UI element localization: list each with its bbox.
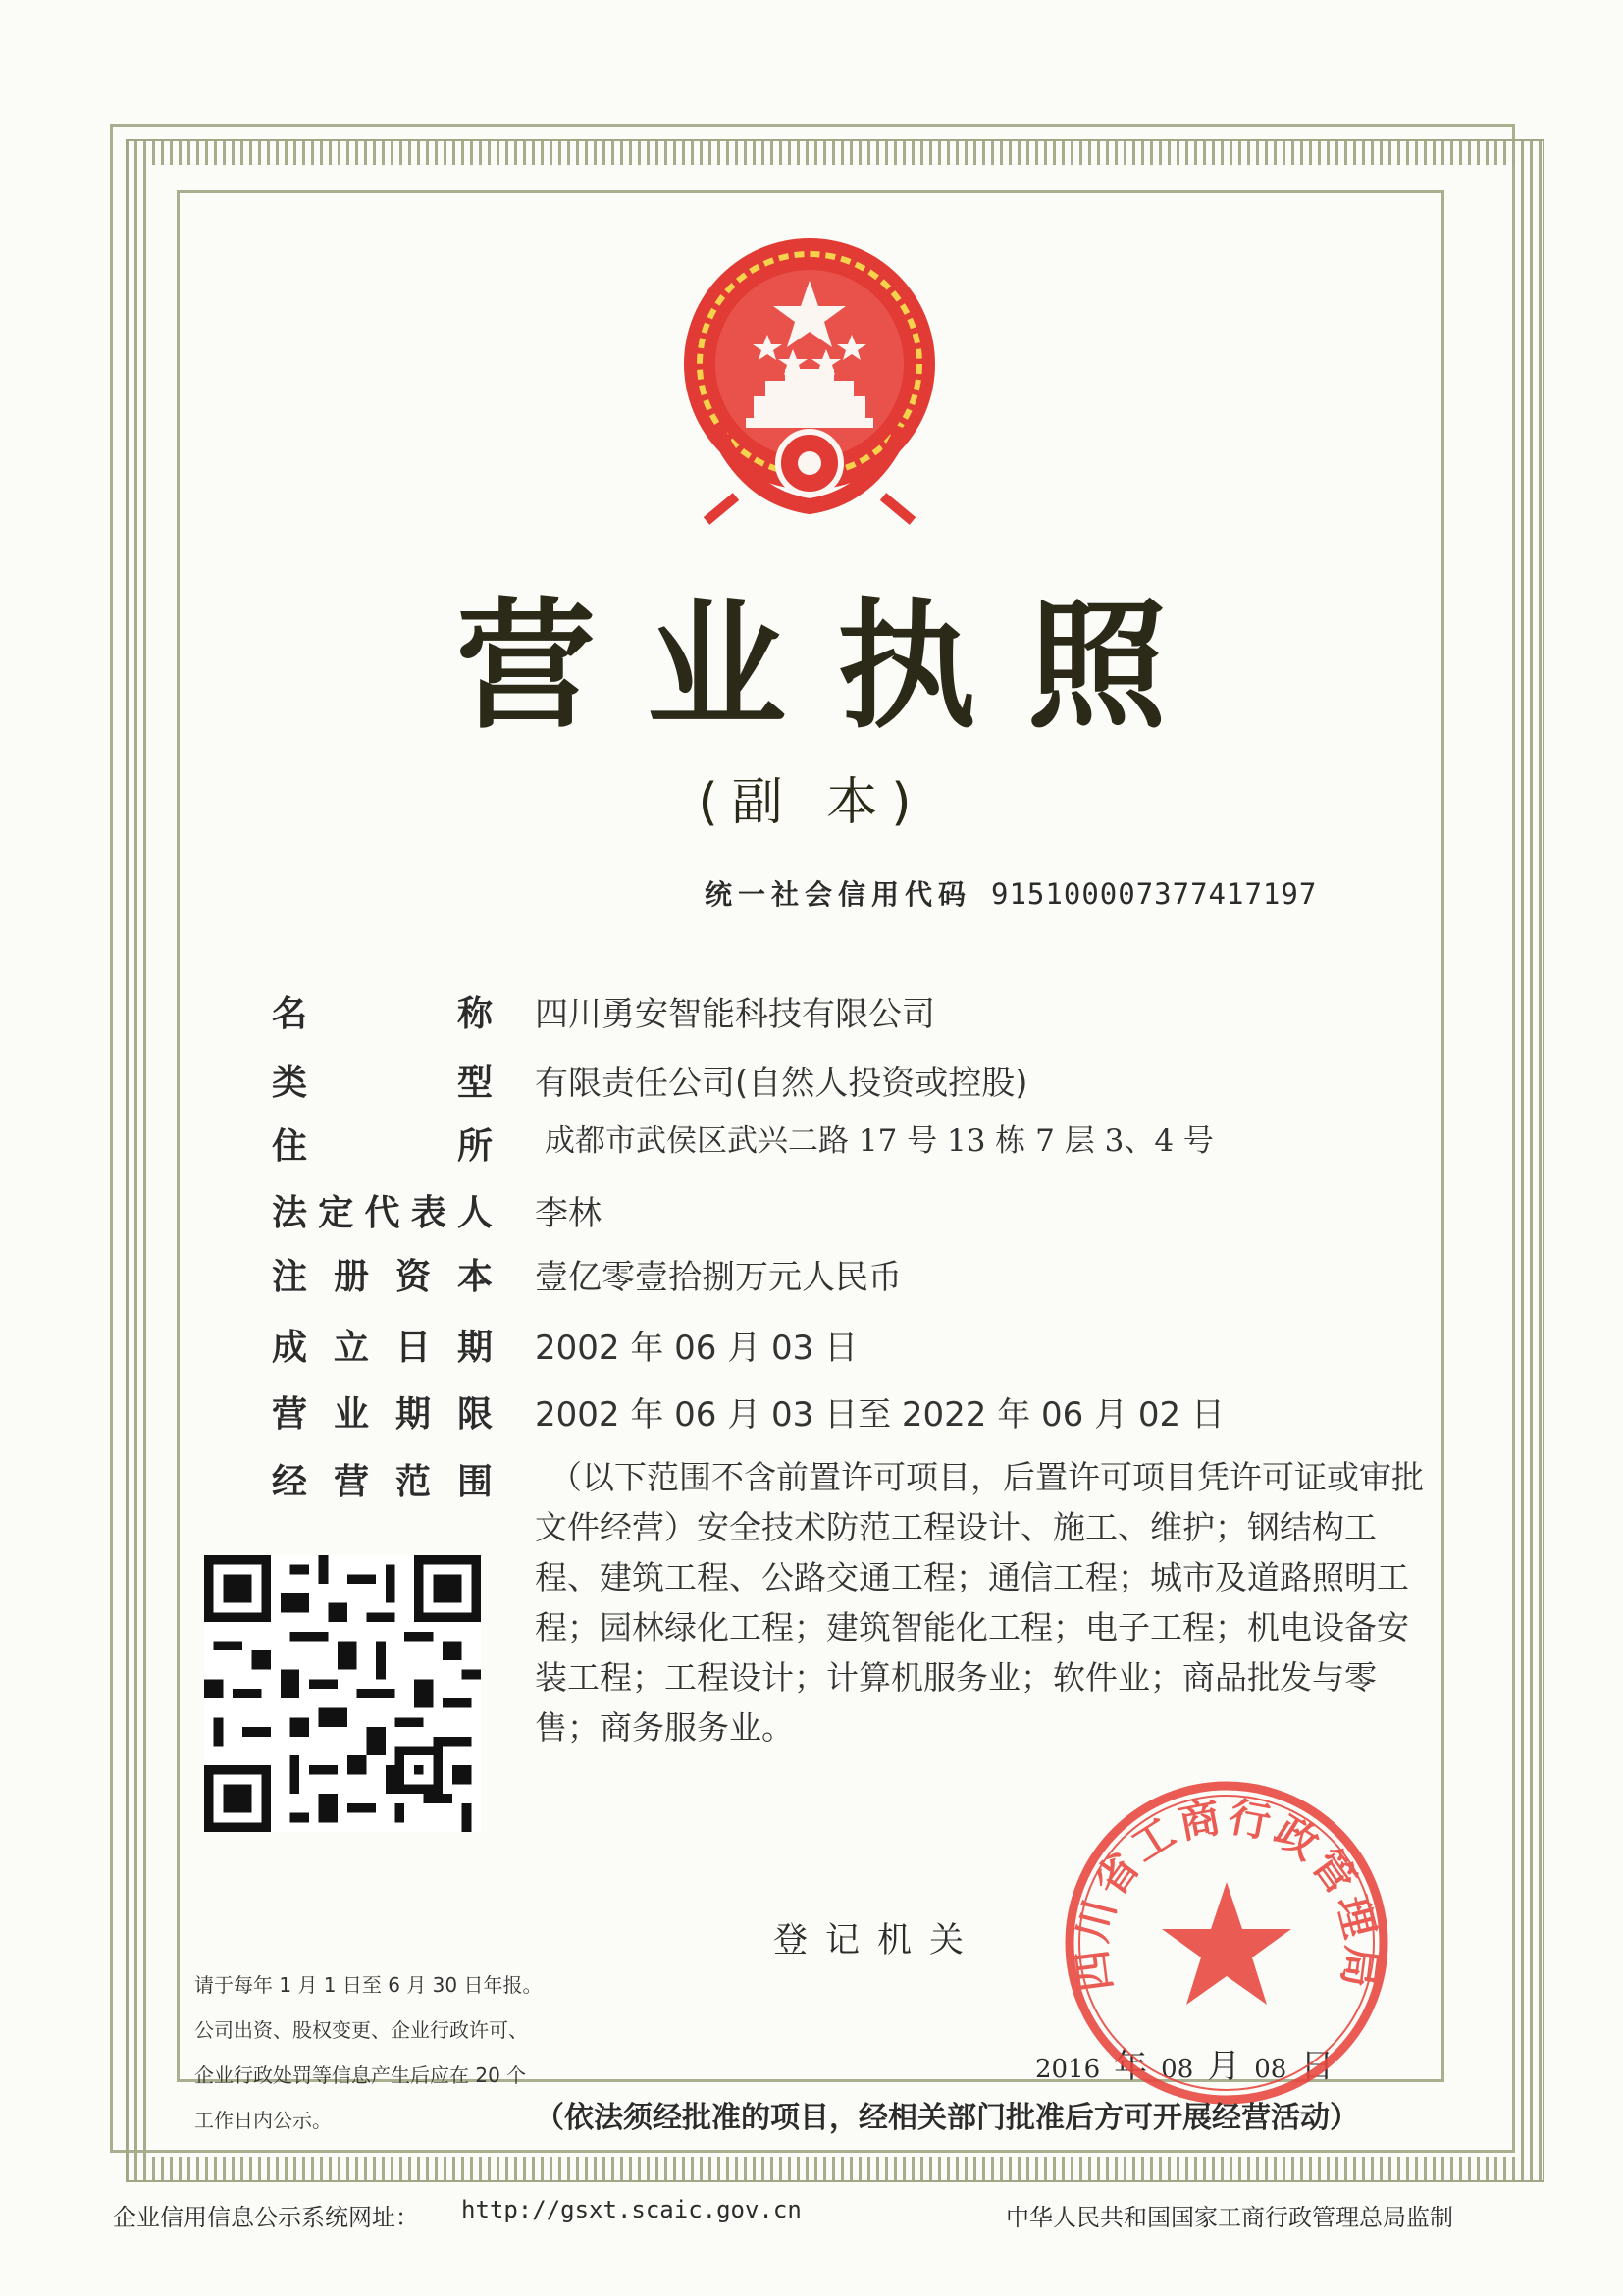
- business-scope-text: （以下范围不含前置许可项目，后置许可项目凭许可证或审批文件经营）安全技术防范工程设计、施工、维护；钢结构工程、建筑工程、公路交通工程；通信工程；城市及道路照明工程；园林绿化工程；建筑智能化工程；电子工程；机电设备安装工程；工程设计；计算机服务业；软件业；商品批发与零售；商务服务业。: [535, 1458, 1424, 1747]
- field-value-capital: 壹亿零壹拾捌万元人民币: [535, 1258, 902, 1297]
- field-value-established: 2002 年 06 月 03 日: [535, 1329, 859, 1368]
- document-title: 营业执照: [456, 586, 1218, 748]
- notice-line: 公司出资、股权变更、企业行政许可、: [194, 2018, 528, 2042]
- field-label-type: 类型: [272, 1063, 493, 1103]
- date-month-unit: 月: [1207, 2047, 1241, 2086]
- field-label-legal-rep: 法定代表人: [272, 1193, 493, 1233]
- field-value-legal-rep: 李林: [535, 1194, 602, 1233]
- field-label-capital: 注册资本: [272, 1257, 493, 1297]
- notice-line: 企业行政处罚等信息产生后应在 20 个: [194, 2063, 527, 2087]
- credit-code-row: [705, 873, 1317, 913]
- field-label-established: 成立日期: [272, 1328, 493, 1368]
- field-value-name: 四川勇安智能科技有限公司: [535, 995, 935, 1034]
- qr-code-icon[interactable]: [204, 1555, 481, 1832]
- seal-text: 四川省工商行政管理局: [1067, 1792, 1387, 1995]
- field-value-address: 成都市武侯区武兴二路 17 号 13 栋 7 层 3、4 号: [545, 1123, 1214, 1159]
- date-month: 08: [1161, 2055, 1194, 2084]
- official-seal-icon: [1060, 1776, 1393, 2110]
- field-label-term: 营业期限: [272, 1394, 493, 1435]
- footer-site-url[interactable]: http://gsxt.scaic.gov.cn: [461, 2196, 802, 2223]
- notice-line: 请于每年 1 月 1 日至 6 月 30 日年报。: [194, 1973, 543, 1997]
- date-year-unit: 年: [1114, 2047, 1148, 2086]
- credit-code-value: 915100007377417197: [991, 877, 1318, 911]
- annual-report-notice: [194, 1962, 557, 2143]
- credit-code-label: 统一社会信用代码: [705, 878, 972, 911]
- field-label-scope: 经营范围: [272, 1462, 493, 1502]
- footer-site-label: 企业信用信息公示系统网址：: [113, 2204, 419, 2231]
- national-emblem-icon: [677, 232, 942, 526]
- field-value-term: 2002 年 06 月 03 日至 2022 年 06 月 02 日: [535, 1395, 1225, 1435]
- approval-note: （依法须经批准的项目，经相关部门批准后方可开展经营活动）: [535, 2101, 1359, 2135]
- field-value-type: 有限责任公司(自然人投资或控股): [535, 1064, 1028, 1103]
- date-day-unit: 日: [1300, 2047, 1335, 2086]
- date-day: 08: [1254, 2055, 1287, 2084]
- document-subtitle: (副 本): [698, 773, 925, 832]
- field-label-address: 住所: [272, 1126, 493, 1167]
- date-year: 2016: [1035, 2055, 1101, 2084]
- field-label-name: 名称: [272, 994, 493, 1034]
- footer-supervisor: 中华人民共和国国家工商行政管理总局监制: [1006, 2204, 1453, 2231]
- registration-office-label: 登记机关: [773, 1921, 982, 1960]
- notice-line: 工作日内公示。: [194, 2109, 332, 2132]
